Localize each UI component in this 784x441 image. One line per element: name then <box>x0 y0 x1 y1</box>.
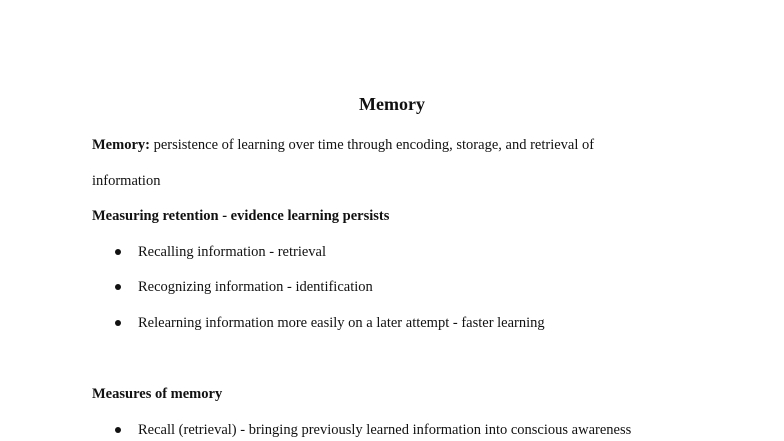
list-item: Recall (retrieval) - bringing previously learned information into conscious awareness <box>138 422 632 438</box>
definition-text-line-2: information <box>92 173 161 189</box>
definition-term: Memory: <box>92 137 150 153</box>
list-item: Relearning information more easily on a later attempt - faster learning <box>138 315 545 331</box>
list-item: Recognizing information - identification <box>138 279 373 295</box>
bullet-icon <box>115 427 121 433</box>
document-title: Memory <box>359 94 425 114</box>
bullet-icon <box>115 284 121 290</box>
definition-line-1 <box>92 135 594 155</box>
bullet-icon <box>115 320 121 326</box>
definition-text-line-1: persistence of learning over time through encoding, storage, and retrieval of <box>149 137 595 153</box>
section-heading-measuring-retention: Measuring retention - evidence learning persists <box>92 208 390 224</box>
bullet-icon <box>115 249 121 255</box>
section-heading-measures-of-memory: Measures of memory <box>92 386 223 402</box>
list-item: Recalling information - retrieval <box>138 244 327 260</box>
